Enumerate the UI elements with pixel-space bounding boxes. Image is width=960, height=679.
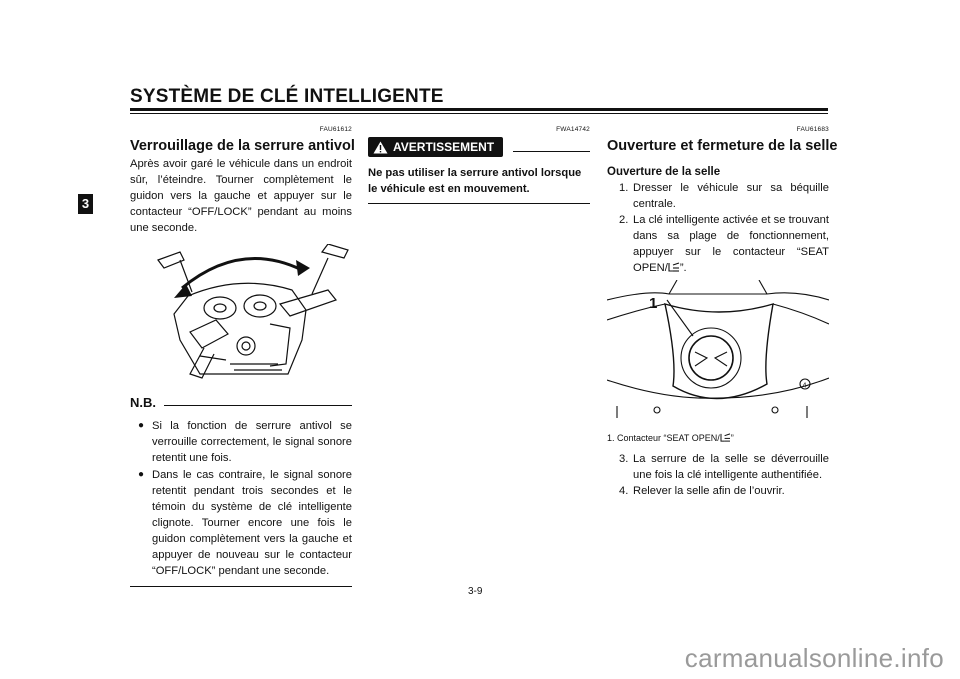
step-item: 4. Relever la selle afin de l’ouvrir.	[619, 485, 785, 497]
note-list	[130, 418, 352, 587]
column-middle	[368, 120, 590, 204]
page-title: SYSTÈME DE CLÉ INTELLIGENTE	[130, 86, 444, 107]
watermark: carmanualsonline.info	[684, 643, 944, 673]
page-number: 3-9	[468, 586, 483, 597]
figure-badge: 4	[802, 382, 807, 390]
seat-open-icon	[668, 262, 680, 272]
step-item: 1. Dresser le véhicule sur sa béquille centrale.	[619, 182, 829, 210]
warning-rule	[513, 151, 590, 152]
note-rule	[164, 405, 352, 406]
subsection-title: Ouverture de la selle	[607, 166, 721, 178]
seat-open-icon	[720, 433, 731, 442]
note-label: N.B.	[130, 395, 156, 410]
seat-open-switch-illustration	[607, 280, 829, 427]
column-right	[607, 120, 838, 499]
warning-text: Ne pas utiliser la serrure antivol lorsque le véhicule est en mouvement.	[368, 165, 590, 204]
warning-label: AVERTISSEMENT	[393, 140, 495, 154]
warning-icon	[373, 141, 388, 154]
note-item: ● Si la fonction de serrure antivol se verrouille correctement, le signal sonore retentit une fois.	[130, 418, 352, 466]
section-code: FAU61683	[796, 126, 829, 133]
figure-caption: 1. Contacteur “SEAT OPEN/ ”	[607, 433, 734, 443]
figure-callout-number: 1	[649, 295, 658, 312]
chapter-tab: 3	[78, 194, 93, 214]
header-rule-thin	[130, 113, 828, 114]
section-code: FAU61612	[319, 126, 352, 133]
section-title-steering-lock: Verrouillage de la serrure antivol	[130, 138, 355, 154]
header-rule-thick	[130, 108, 828, 111]
warning-badge	[368, 137, 503, 157]
handlebar-illustration	[130, 244, 352, 389]
steps-list	[607, 180, 829, 276]
column-left	[130, 120, 355, 587]
note-item: ● Dans le cas contraire, le signal sonore retentit pendant trois secondes et le témoin du système de clé intelligente clignote. Tourner encore une fois le guidon complètement vers la gauche et appuyer de nouveau sur le contacteur “OFF/LOCK” pendant une seconde.	[130, 467, 352, 579]
step-item: 2. La clé intelligente activée et se trouvant dans sa plage de fonctionnement, appuyer sur le contacteur “SEAT OPEN/ ”.	[619, 214, 829, 274]
step-item: 3. La serrure de la selle se déverrouille une fois la clé intelligente authentifiée.	[619, 453, 829, 481]
steps-list-continued	[607, 451, 829, 499]
steering-lock-paragraph: Après avoir garé le véhicule dans un endroit sûr, l’éteindre. Tourner complètement le guidon vers la gauche et appuyer sur le contacteur “OFF/LOCK” pendant au moins une seconde.	[130, 158, 352, 234]
section-title-seat: Ouverture et fermeture de la selle	[607, 138, 838, 154]
warning-code: FWA14742	[556, 126, 590, 133]
